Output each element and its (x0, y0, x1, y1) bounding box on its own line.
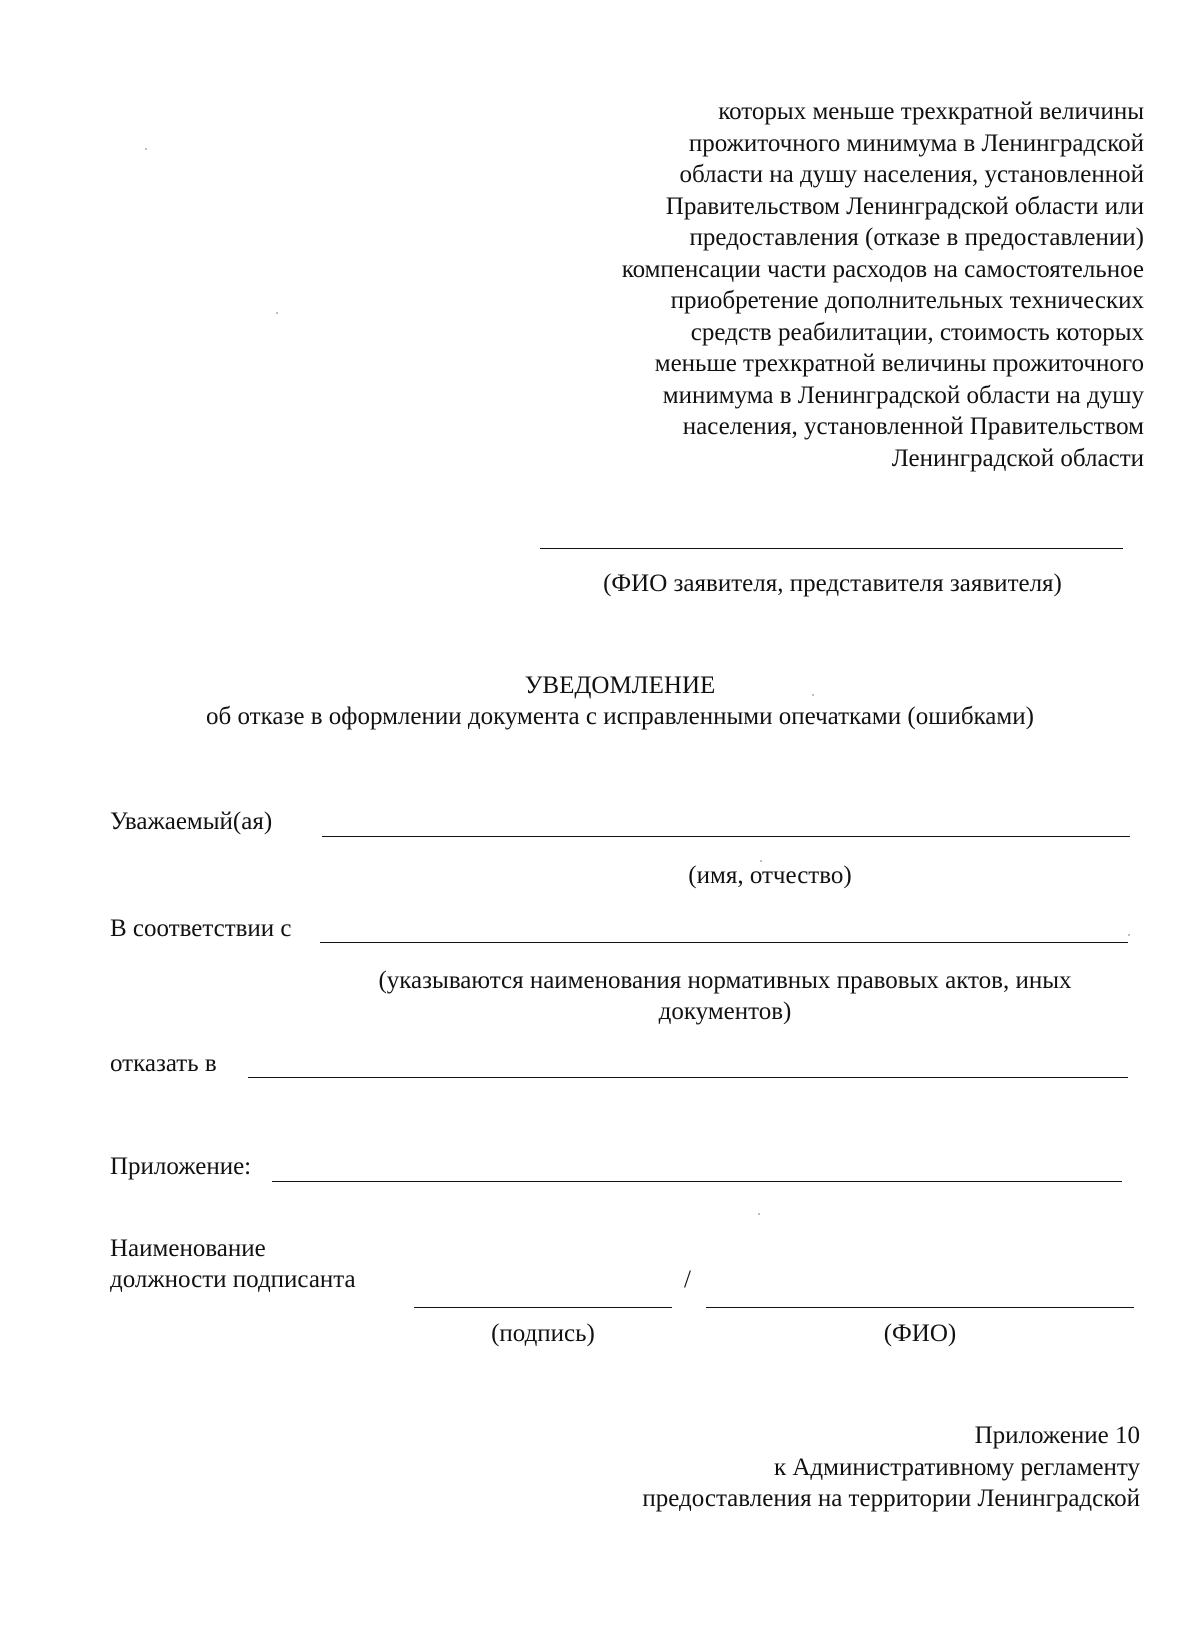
signer-label-line1: Наименование (110, 1235, 266, 1262)
dear-caption: (имя, отчество) (688, 862, 852, 889)
accordance-caption-line2: документов) (658, 998, 792, 1025)
footer-line: предоставления на территории Ленинградской (642, 1485, 1140, 1512)
footer-line: Приложение 10 (974, 1422, 1140, 1449)
signer-fio-line (706, 1307, 1134, 1308)
applicant-fio-line (540, 548, 1123, 549)
header-line: предоставления (отказе в предоставлении) (689, 224, 1144, 251)
header-line: компенсации части расходов на самостоятельное (621, 255, 1144, 283)
attachment-label: Приложение: (110, 1153, 252, 1180)
header-line: Правительством Ленинградской области или (665, 192, 1144, 220)
document-title: УВЕДОМЛЕНИЕ (524, 672, 716, 699)
scan-speck (758, 1213, 760, 1215)
applicant-caption: (ФИО заявителя, представителя заявителя) (603, 570, 1062, 597)
footer-line: к Административному регламенту (773, 1453, 1140, 1481)
scan-speck (145, 148, 147, 150)
header-line: приобретение дополнительных технических (670, 287, 1144, 314)
accordance-caption-line1: (указываются наименования нормативных правовых актов, иных (378, 967, 1072, 994)
header-line: которых меньше трехкратной величины (718, 98, 1144, 125)
fio-caption: (ФИО) (883, 1320, 957, 1347)
refuse-label: отказать в (110, 1050, 217, 1077)
dear-label: Уважаемый(ая) (110, 808, 273, 835)
accordance-label: В соответствии с (110, 915, 292, 942)
signer-label-line2: должности подписанта (110, 1266, 356, 1293)
scan-speck (276, 312, 278, 314)
accordance-line (320, 942, 1128, 943)
signature-line (414, 1307, 672, 1308)
footer-appendix-block (440, 1420, 1140, 1515)
scan-speck (1128, 934, 1130, 936)
refuse-line (248, 1077, 1128, 1078)
header-line: области на душу населения, установленной (679, 161, 1144, 188)
dear-name-line (322, 836, 1130, 837)
header-line: прожиточного минимума в Ленинградской (688, 129, 1144, 157)
document-subtitle: об отказе в оформлении документа с исправленными опечатками (ошибками) (206, 703, 1034, 730)
scan-speck (760, 860, 762, 862)
scan-speck (812, 694, 814, 696)
signature-caption: (подпись) (491, 1320, 595, 1347)
header-line: населения, установленной Правительством (682, 413, 1144, 440)
header-recipient-block (504, 96, 1144, 474)
header-line: Ленинградской области (891, 444, 1144, 472)
header-line: минимума в Ленинградской области на душу (662, 381, 1144, 409)
attachment-line (272, 1181, 1122, 1182)
slash-separator: / (684, 1266, 691, 1293)
header-line: меньше трехкратной величины прожиточного (654, 350, 1144, 377)
header-line: средств реабилитации, стоимость которых (690, 318, 1144, 346)
